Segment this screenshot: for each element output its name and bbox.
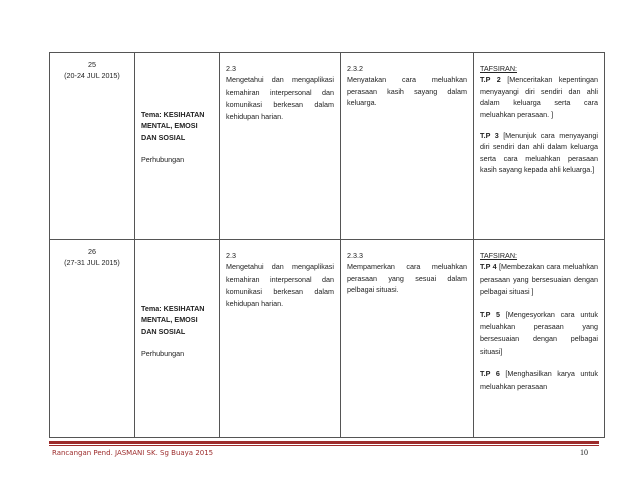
tp-code: T.P 2 (480, 75, 501, 85)
learning-standard-cell (341, 53, 474, 240)
unit-name: Perhubungan (141, 155, 185, 165)
content-standard-cell (220, 240, 341, 438)
tp-item (480, 368, 598, 393)
week-dates: (27-31 JUL 2015) (64, 258, 120, 268)
tafsiran-label: TAFSIRAN: (480, 64, 518, 73)
tp-code: T.P 4 (480, 262, 497, 272)
content-standard-text: Mengetahui dan mengaplikasi kemahiran interpersonal dan komunikasi berkesan dalam kehidupan harian. (226, 75, 334, 122)
week-number: 25 (88, 60, 96, 69)
page-number: 10 (580, 448, 588, 457)
content-standard-code: 2.3 (226, 64, 236, 73)
tp-text: [Menceritakan kepentingan menyayangi diri sendiri dan ahli dalam keluarga serta cara meluahkan perasaan. ] (480, 75, 599, 119)
tafsiran-cell (474, 240, 605, 438)
content-standard-text: Mengetahui dan mengaplikasi kemahiran interpersonal dan komunikasi berkesan dalam kehidupan harian. (226, 262, 334, 309)
tp-code: T.P 6 (480, 369, 500, 379)
learning-standard-text: Menyatakan cara meluahkan perasaan kasih sayang dalam keluarga. (347, 75, 467, 108)
theme-line: DAN SOSIAL (141, 132, 186, 142)
tp-code: T.P 3 (480, 131, 499, 141)
footer-title: Rancangan Pend. JASMANI SK. Sg Buaya 2015 (52, 449, 214, 457)
tafsiran-cell (474, 53, 605, 240)
tp-item (480, 74, 598, 120)
tafsiran-label: TAFSIRAN: (480, 251, 518, 260)
theme-line: Tema: KESIHATAN (141, 304, 205, 313)
learning-standard-cell (341, 240, 474, 438)
footer-divider-thin (49, 445, 599, 446)
theme-cell (135, 240, 220, 438)
learning-standard-code: 2.3.2 (347, 64, 363, 73)
lesson-plan-table (49, 52, 605, 438)
learning-standard-text: Mempamerkan cara meluahkan perasaan yang sesuai dalam pelbagai situasi. (347, 262, 467, 295)
week-cell (50, 53, 135, 240)
week-number: 26 (88, 247, 96, 256)
tp-text: [Menghasilkan karya untuk meluahkan perasaan (480, 369, 598, 391)
content-standard-cell (220, 53, 341, 240)
table-row (50, 240, 605, 438)
tp-item (480, 261, 598, 298)
tp-text: [Menunjuk cara menyayangi diri sendiri dan ahli dalam keluarga serta cara meluahkan perasaan kasih sayang kepada ahli keluarga.] (480, 131, 599, 175)
tp-item (480, 309, 598, 359)
tp-text: [Membezakan cara meluahkan perasaan yang bersesuaian dengan pelbagai situasi ] (480, 262, 599, 297)
content-standard-code: 2.3 (226, 251, 236, 260)
footer-divider (49, 441, 599, 444)
week-cell (50, 240, 135, 438)
tp-text: [Mengesyorkan cara untuk meluahkan perasaan yang bersesuaian dengan pelbagai situasi] (480, 309, 599, 356)
tp-item (480, 130, 598, 176)
learning-standard-code: 2.3.3 (347, 251, 363, 260)
theme-line: MENTAL, EMOSI (141, 315, 198, 325)
table-row (50, 53, 605, 240)
theme-line: DAN SOSIAL (141, 326, 186, 336)
unit-name: Perhubungan (141, 349, 185, 359)
theme-line: Tema: KESIHATAN (141, 110, 205, 119)
theme-line: MENTAL, EMOSI (141, 121, 198, 131)
theme-cell (135, 53, 220, 240)
week-dates: (20-24 JUL 2015) (64, 71, 120, 81)
tp-code: T.P 5 (480, 309, 501, 319)
